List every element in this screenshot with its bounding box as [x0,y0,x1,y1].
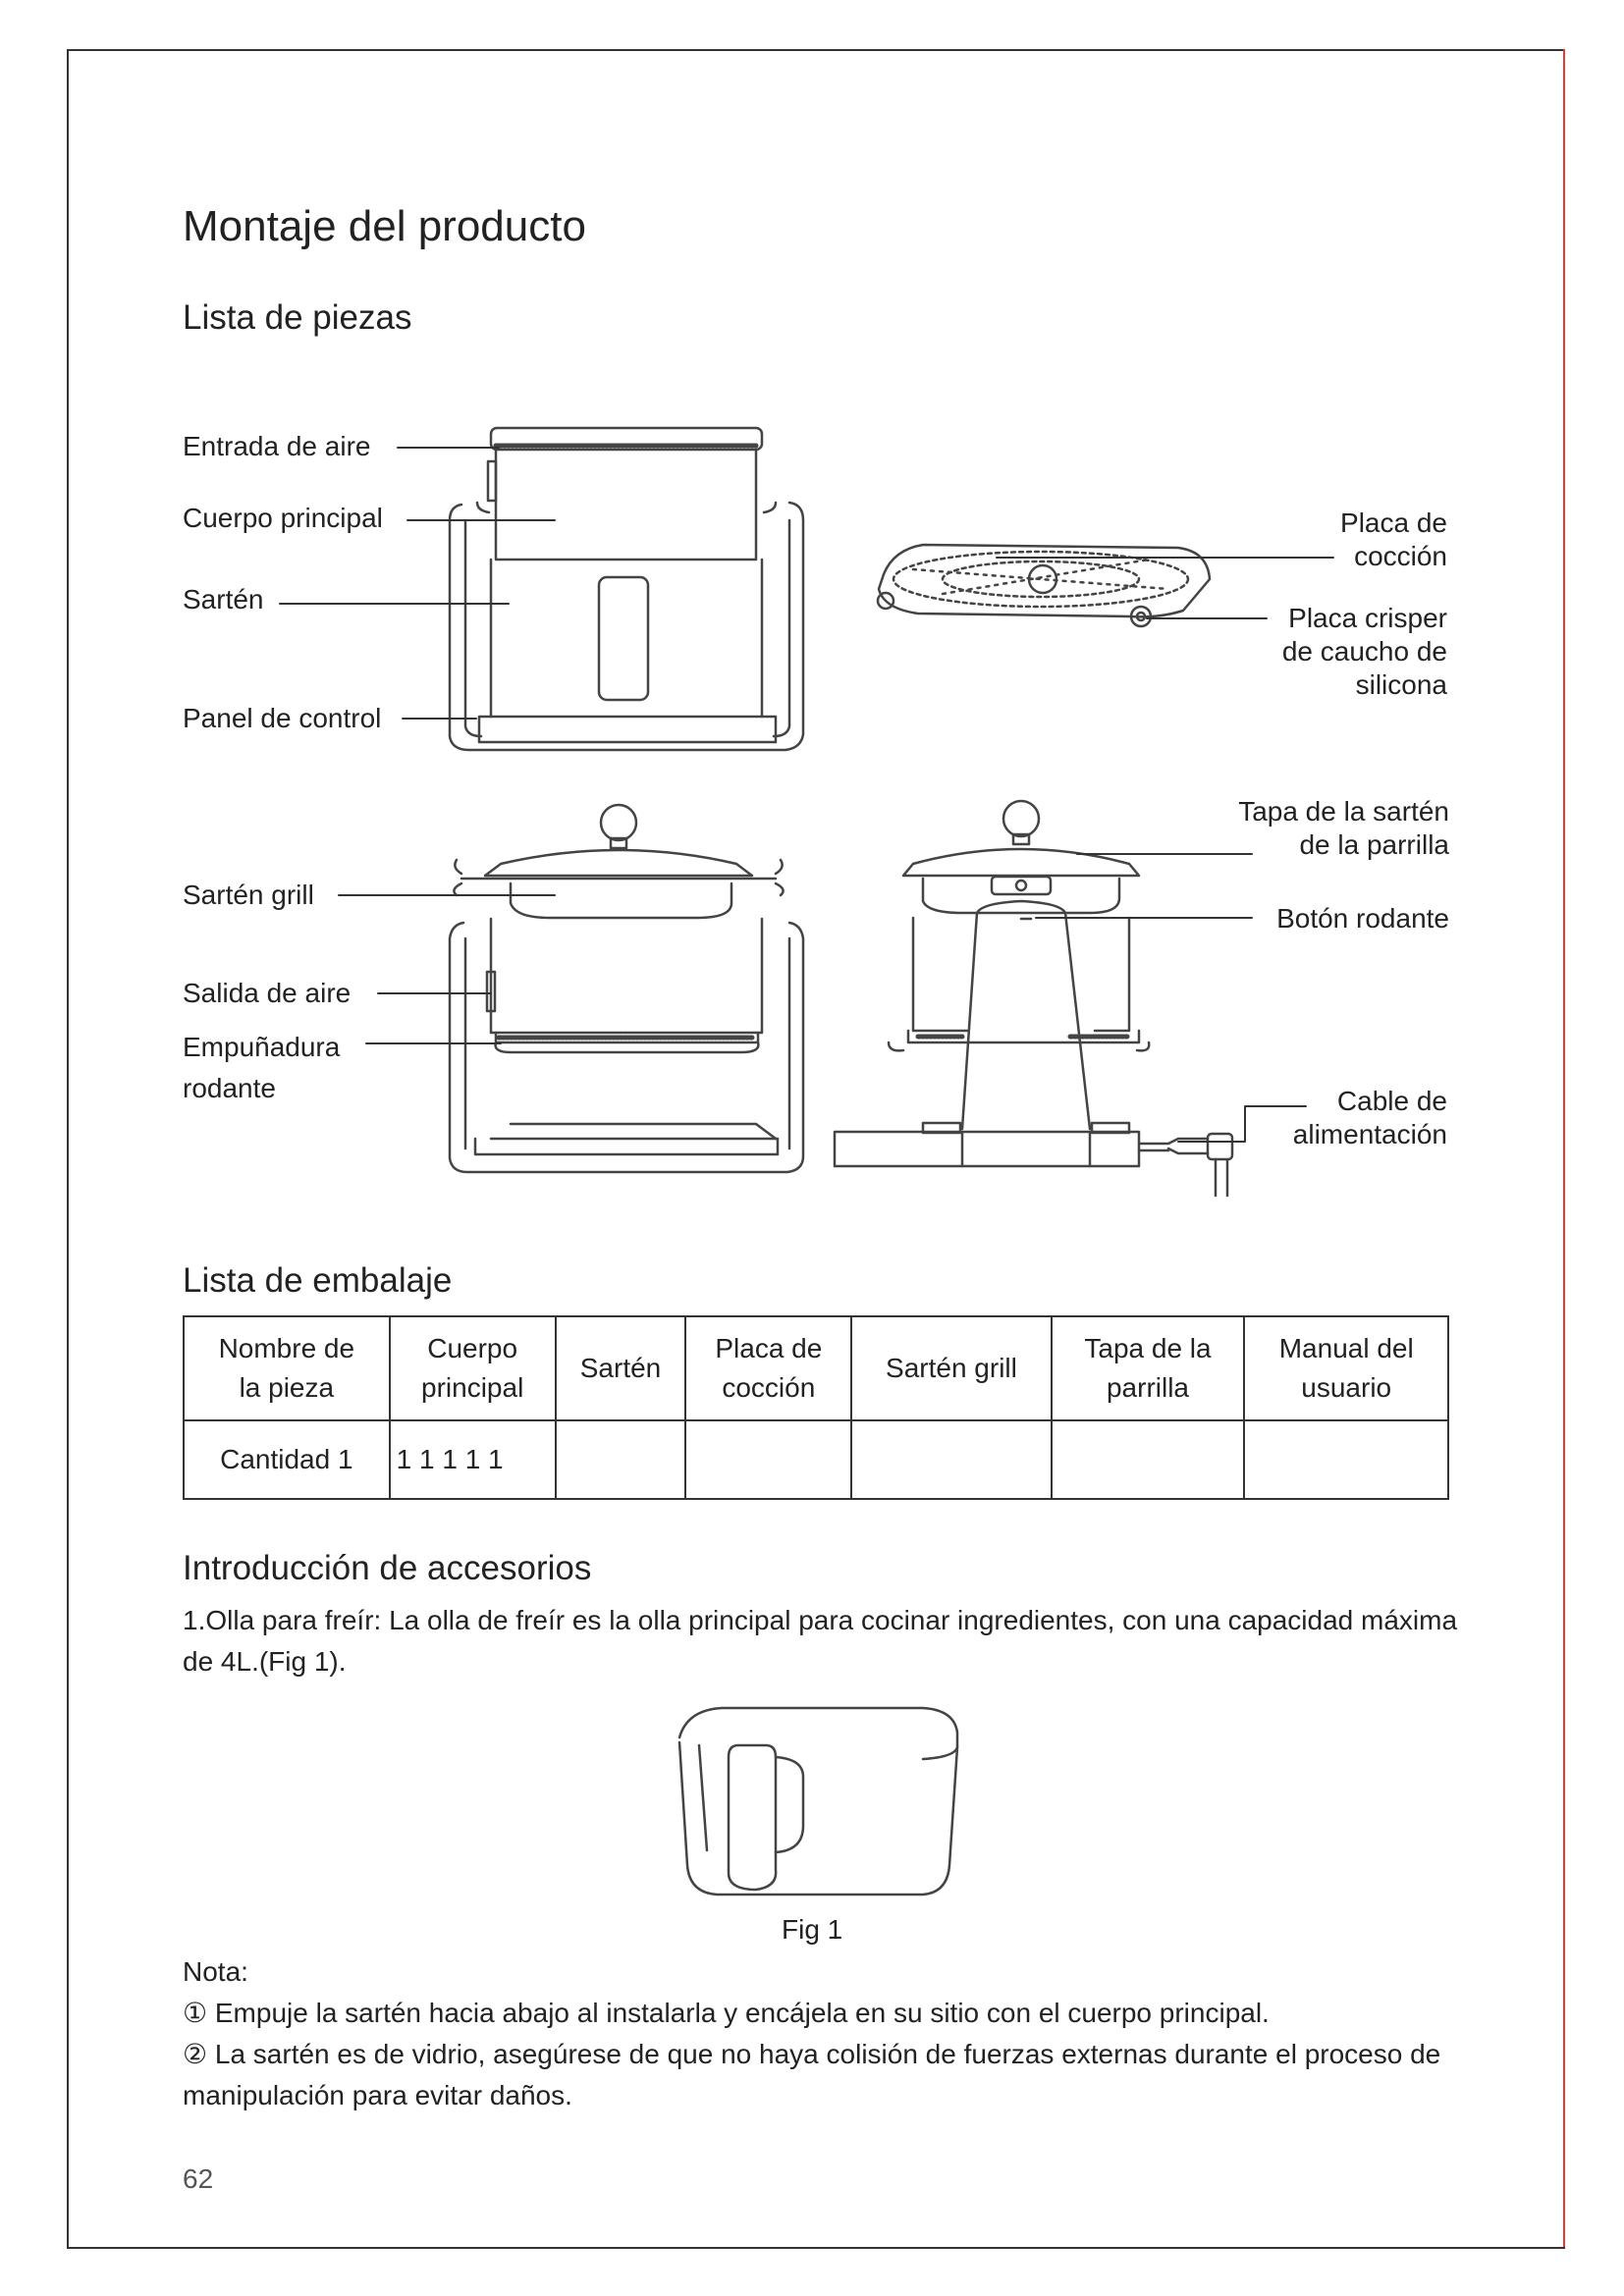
accessories-heading: Introducción de accesorios [183,1549,592,1587]
packing-header-cell: Cuerpo principal [390,1316,556,1420]
packing-cell [851,1420,1051,1499]
packing-table [183,1315,1449,1500]
packing-cell: Cantidad 1 [184,1420,390,1499]
packing-heading: Lista de embalaje [183,1261,453,1300]
packing-header-cell: Placa de cocción [685,1316,851,1420]
note-1: ① Empuje la sartén hacia abajo al instalarla y encájela en su sitio con el cuerpo principal. [183,1998,1270,2028]
parts-heading: Lista de piezas [183,298,412,337]
packing-header-cell: Sartén grill [851,1316,1051,1420]
label-power-cable: Cable de alimentación [1292,1086,1447,1149]
label-rolling-button: Botón rodante [1276,903,1449,934]
label-control-panel: Panel de control [183,703,382,733]
label-air-inlet: Entrada de aire [183,431,371,461]
label-main-body: Cuerpo principal [183,503,383,533]
note-2: ② La sartén es de vidrio, asegúrese de que no haya colisión de fuerzas externas durante el proceso de manipulación para evitar daños. [183,2039,1441,2110]
packing-header-cell: Manual del usuario [1244,1316,1448,1420]
packing-cell [1244,1420,1448,1499]
airfryer-front-illustration [450,428,803,750]
accessories-text: 1.Olla para freír: La olla de freír es la olla principal para cocinar ingredientes, con una capacidad máxima de 4L.(Fig 1). [183,1605,1458,1677]
packing-header-cell: Nombre de la pieza [184,1316,390,1420]
packing-table-header-row [184,1316,1448,1420]
label-grill-pan-lid: Tapa de la sartén de la parrilla [1238,796,1449,860]
label-crisper-plate: Placa crisper de caucho de silicona [1281,603,1447,700]
page-title: Montaje del producto [183,202,586,250]
grill-front-illustration [450,805,803,1172]
label-air-outlet: Salida de aire [183,978,352,1008]
packing-header-cell: Sartén [556,1316,686,1420]
label-rolling-handle: Empuñadura rodante [183,1032,341,1103]
fig1-caption: Fig 1 [782,1914,843,1945]
packing-cell: 1 1 1 1 1 [390,1420,556,1499]
packing-cell [685,1420,851,1499]
fig1-basket-illustration [679,1708,957,1895]
label-grill-pan: Sartén grill [183,880,314,910]
packing-cell [1052,1420,1245,1499]
packing-table-row [184,1420,1448,1499]
page-number: 62 [183,2163,214,2194]
packing-header-cell: Tapa de la parrilla [1052,1316,1245,1420]
note-label: Nota: [183,1956,248,1987]
packing-cell [556,1420,686,1499]
label-pan: Sartén [183,584,264,614]
label-cooking-plate: Placa de cocción [1340,507,1447,571]
